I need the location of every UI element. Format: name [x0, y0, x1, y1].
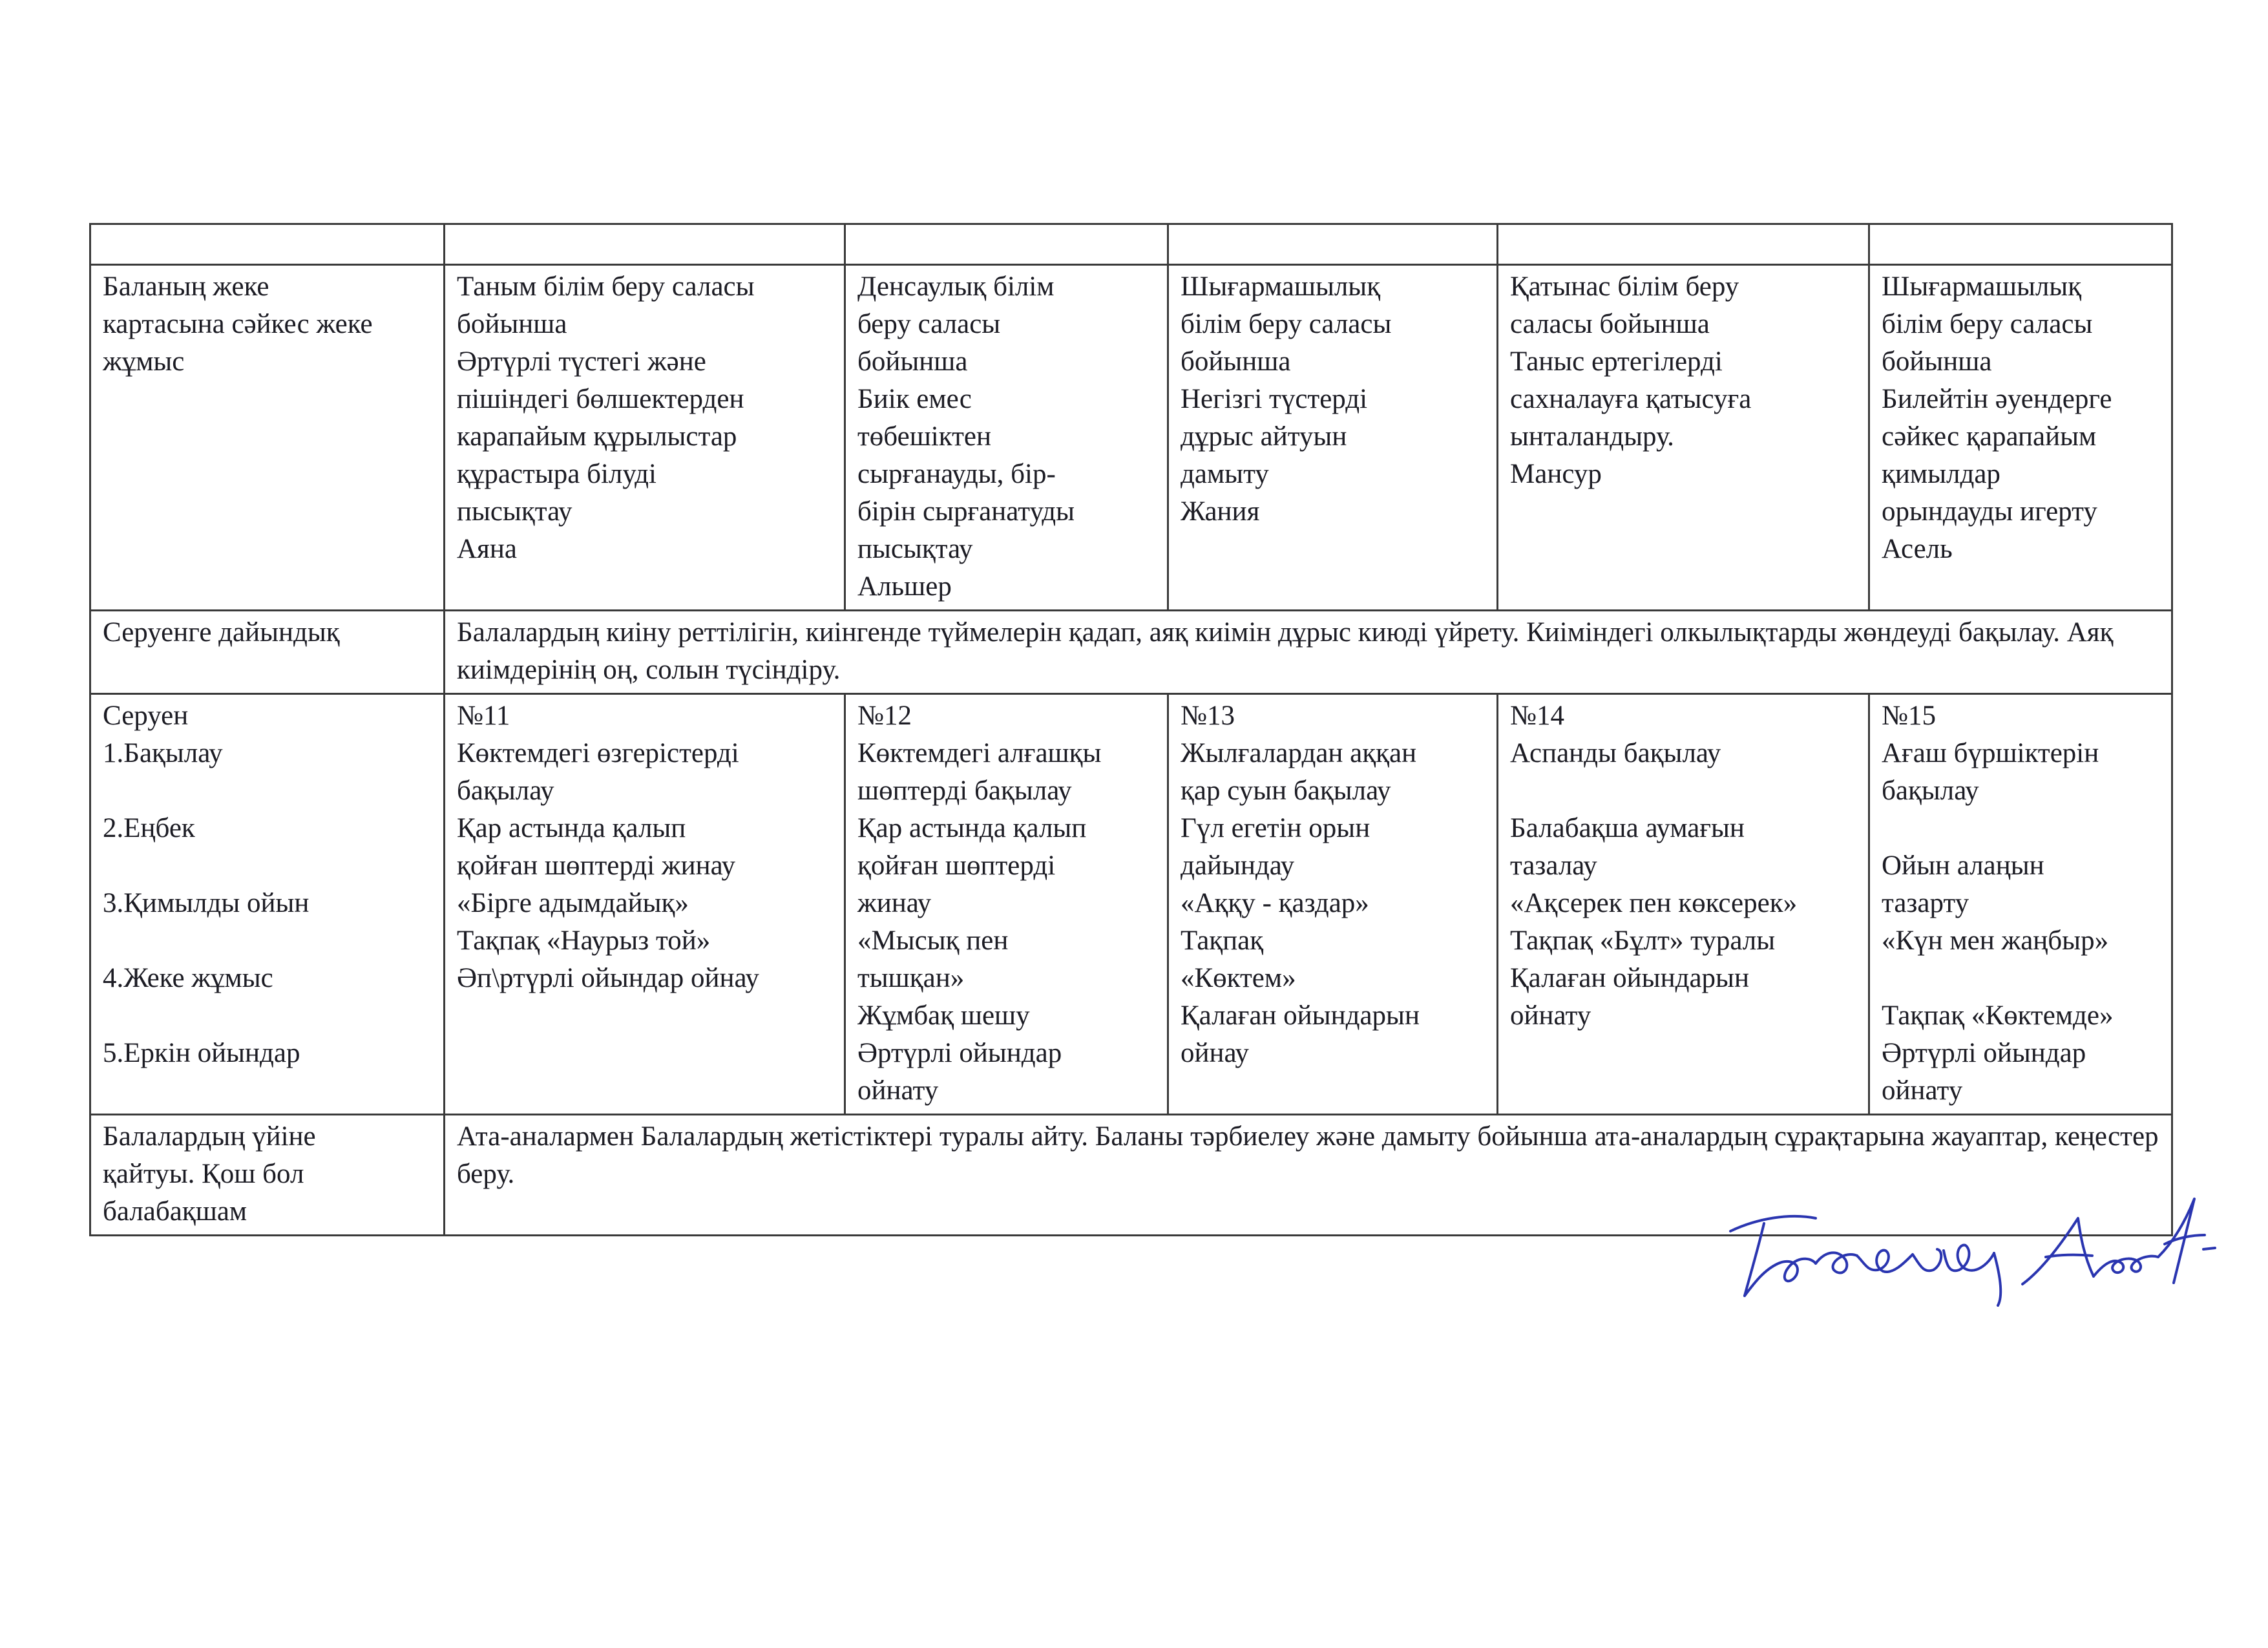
- text-line: сырғанауды, бір-: [857, 459, 1056, 489]
- text-line: [1882, 810, 2163, 847]
- table-row-walk-preparation: [90, 611, 2172, 694]
- text-line: «Бірге адымдайық»: [457, 888, 689, 918]
- text-line: дамыту: [1181, 459, 1269, 489]
- text-line: Мансур: [1510, 459, 1602, 489]
- row-label-individual-work: [90, 265, 445, 611]
- text-line: Аяна: [457, 534, 517, 564]
- text-line: Тақпақ «Наурыз той»: [457, 925, 711, 956]
- text-line: Қалаған ойындарын: [1181, 1000, 1420, 1031]
- text-line: 2.Еңбек: [103, 813, 195, 843]
- text-line: карапайым құрылыстар: [457, 421, 737, 452]
- text-line: Гүл егетін орын: [1181, 813, 1370, 843]
- text-line: Биік емес: [857, 384, 972, 414]
- day-cell: [1869, 694, 2172, 1115]
- header-cell: [1498, 224, 1869, 265]
- text-line: жұмыс: [103, 346, 185, 377]
- header-cell: [1168, 224, 1498, 265]
- text-line: жинау: [857, 888, 932, 918]
- text-line: 5.Еркін ойындар: [103, 1038, 300, 1068]
- text-line: Әртүрлі ойындар: [857, 1038, 1062, 1068]
- text-line: [1510, 772, 1860, 810]
- text-line: қимылдар: [1882, 459, 2000, 489]
- text-line: [103, 847, 436, 885]
- text-line: бойынша: [1882, 346, 1992, 377]
- text-line: Ойын алаңын: [1882, 850, 2044, 881]
- text-line: бойынша: [457, 309, 567, 339]
- text-line: саласы бойынша: [1510, 309, 1710, 339]
- text-line: №15: [1882, 701, 1937, 731]
- text-line: Қатынас білім беру: [1510, 271, 1739, 302]
- text-line: тазалау: [1510, 850, 1597, 881]
- text-line: 4.Жеке жұмыс: [103, 963, 273, 993]
- header-cell: [845, 224, 1168, 265]
- walk-preparation-text: Балалардың киіну реттілігін, киінгенде түймелерін қадап, аяқ киімін дұрыс киюді үйрету. Киіміндегі олкылықтарды жөндеуді бақылау. Аяқ киімдерінің оң, солын түсіндіру.: [445, 611, 2172, 694]
- text-line: ойнату: [1510, 1000, 1591, 1031]
- text-line: Таныс ертегілерді: [1510, 346, 1723, 377]
- text-line: Әртүрлі ойындар: [1882, 1038, 2086, 1068]
- text-line: қойған шөптерді: [857, 850, 1056, 881]
- day-cell: [845, 694, 1168, 1115]
- text-line: Асель: [1882, 534, 1953, 564]
- text-line: [103, 772, 436, 810]
- text-line: Жылғалардан аққан: [1181, 738, 1417, 768]
- text-line: Шығармашылық: [1882, 271, 2082, 302]
- text-line: қар суын бақылау: [1181, 776, 1391, 806]
- text-line: Альшер: [857, 571, 952, 602]
- text-line: Көктемдегі өзгерістерді: [457, 738, 739, 768]
- day-cell: [1869, 265, 2172, 611]
- day-cell: [845, 265, 1168, 611]
- text-line: Балалардың үйіне: [103, 1121, 316, 1152]
- day-cell: [445, 265, 845, 611]
- text-line: ойнау: [1181, 1038, 1249, 1068]
- text-line: Қар астында қалып: [857, 813, 1087, 843]
- text-line: бақылау: [1882, 776, 1979, 806]
- text-line: балабақшам: [103, 1196, 247, 1227]
- text-line: қойған шөптерді жинау: [457, 850, 736, 881]
- text-line: №11: [457, 701, 510, 731]
- text-line: бақылау: [457, 776, 554, 806]
- text-line: Денсаулық білім: [857, 271, 1055, 302]
- text-line: бірін сырғанатуды: [857, 496, 1075, 527]
- text-line: Тақпақ «Бұлт» туралы: [1510, 925, 1776, 956]
- text-line: Шығармашылық: [1181, 271, 1381, 302]
- text-line: білім беру саласы: [1882, 309, 2093, 339]
- text-line: қайтуы. Қош бол: [103, 1159, 304, 1189]
- text-line: [103, 997, 436, 1035]
- day-cell: [1168, 694, 1498, 1115]
- text-line: бойынша: [857, 346, 968, 377]
- table-row-walk: [90, 694, 2172, 1115]
- text-line: Тақпақ: [1181, 925, 1264, 956]
- text-line: №14: [1510, 701, 1565, 731]
- table-row-individual-work: [90, 265, 2172, 611]
- text-line: «Аққу - қаздар»: [1181, 888, 1369, 918]
- text-line: Аспанды бақылау: [1510, 738, 1721, 768]
- day-cell: [445, 694, 845, 1115]
- text-line: Негізгі түстерді: [1181, 384, 1368, 414]
- header-cell: [1869, 224, 2172, 265]
- text-line: ойнату: [1882, 1075, 1963, 1106]
- day-cell: [1168, 265, 1498, 611]
- text-line: Тақпақ «Көктемде»: [1882, 1000, 2114, 1031]
- text-line: Қар астында қалып: [457, 813, 686, 843]
- text-line: пысықтау: [457, 496, 572, 527]
- text-line: «Ақсерек пен көксерек»: [1510, 888, 1798, 918]
- header-cell: [445, 224, 845, 265]
- text-line: сәйкес қарапайым: [1882, 421, 2097, 452]
- text-line: Көктемдегі алғашқы: [857, 738, 1102, 768]
- text-line: №13: [1181, 701, 1235, 731]
- header-cell: [90, 224, 445, 265]
- text-line: «Мысық пен: [857, 925, 1009, 956]
- text-line: №12: [857, 701, 912, 731]
- text-line: [1882, 960, 2163, 997]
- text-line: Баланың жеке: [103, 271, 269, 302]
- text-line: дайындау: [1181, 850, 1295, 881]
- text-line: беру саласы: [857, 309, 1001, 339]
- text-line: шөптерді бақылау: [857, 776, 1072, 806]
- text-line: ынталандыру.: [1510, 421, 1674, 452]
- table-header-row: [90, 224, 2172, 265]
- going-home-text: Ата-аналармен Балалардың жетістіктері туралы айту. Баланы тәрбиелеу және дамыту бойынша ата-аналардың сұрақтарына жауаптар, кеңестер беру.: [445, 1115, 2172, 1236]
- text-line: сахналауға қатысуға: [1510, 384, 1752, 414]
- text-line: «Көктем»: [1181, 963, 1296, 993]
- row-label-walk-preparation: Серуенге дайындық: [90, 611, 445, 694]
- text-line: тазарту: [1882, 888, 1969, 918]
- text-line: Билейтін әуендерге: [1882, 384, 2112, 414]
- text-line: [103, 922, 436, 960]
- text-line: картасына сәйкес жеке: [103, 309, 373, 339]
- text-line: Ағаш бүршіктерін: [1882, 738, 2099, 768]
- text-line: пішіндегі бөлшектерден: [457, 384, 744, 414]
- day-cell: [1498, 694, 1869, 1115]
- text-line: Жания: [1181, 496, 1260, 527]
- row-label-going-home: [90, 1115, 445, 1236]
- text-line: тышқан»: [857, 963, 965, 993]
- text-line: Қалаған ойындарын: [1510, 963, 1749, 993]
- text-line: ойнату: [857, 1075, 939, 1106]
- handwritten-signature: [1719, 1173, 2223, 1309]
- text-line: білім беру саласы: [1181, 309, 1392, 339]
- text-line: пысықтау: [857, 534, 973, 564]
- text-line: Таным білім беру саласы: [457, 271, 755, 302]
- text-line: орындауды игерту: [1882, 496, 2097, 527]
- text-line: «Күн мен жаңбыр»: [1882, 925, 2109, 956]
- text-line: Жұмбақ шешу: [857, 1000, 1030, 1031]
- day-cell: [1498, 265, 1869, 611]
- text-line: төбешіктен: [857, 421, 991, 452]
- text-line: дұрыс айтуын: [1181, 421, 1347, 452]
- text-line: 3.Қимылды ойын: [103, 888, 310, 918]
- text-line: Әп\ртүрлі ойындар ойнау: [457, 963, 759, 993]
- daily-plan-table: [89, 223, 2173, 1236]
- text-line: бойынша: [1181, 346, 1291, 377]
- row-label-walk: [90, 694, 445, 1115]
- text-line: Әртүрлі түстегі және: [457, 346, 706, 377]
- text-line: құрастыра білуді: [457, 459, 656, 489]
- text-line: 1.Бақылау: [103, 738, 223, 768]
- text-line: Балабақша аумағын: [1510, 813, 1745, 843]
- text-line: Серуен: [103, 701, 189, 731]
